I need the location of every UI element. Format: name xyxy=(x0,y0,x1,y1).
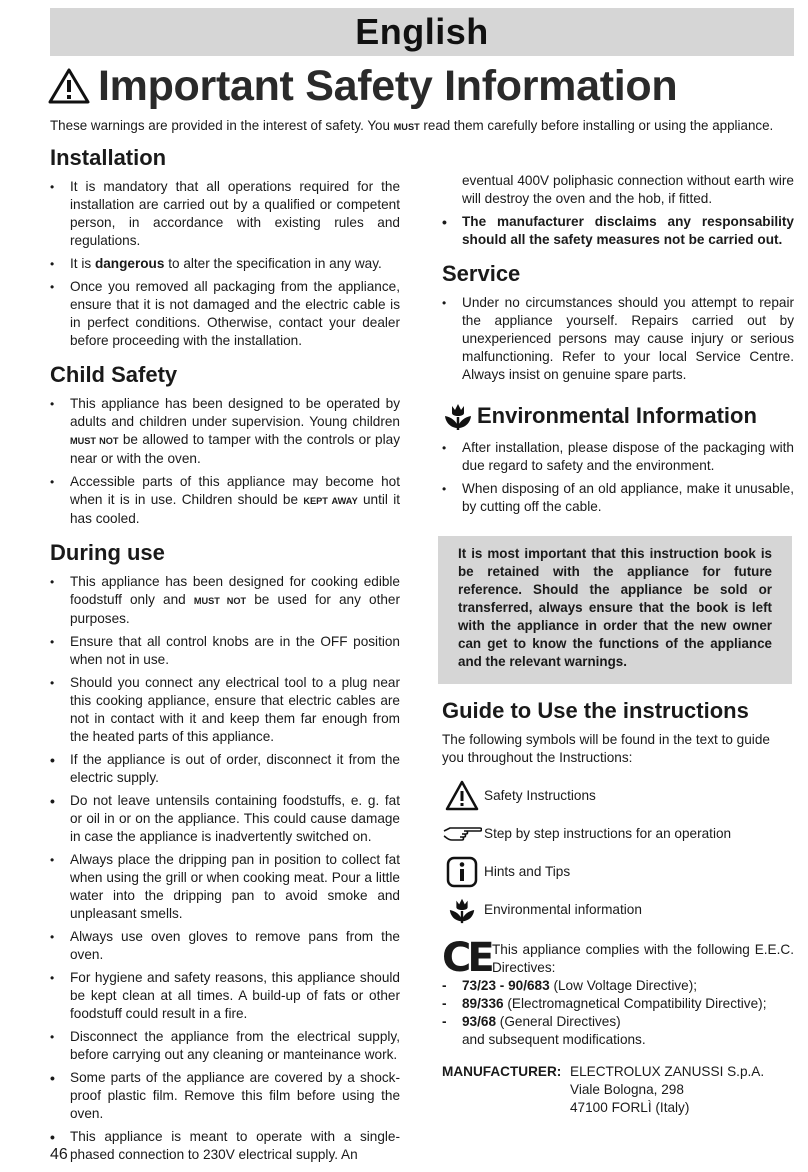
list-item: • Always place the dripping pan in position to collect fat when using the grill or when cooking meat. Pour a little water into the dripping pan to avoid smoke and unpleasant smells. xyxy=(50,851,400,923)
left-column xyxy=(50,145,400,1172)
environment-heading: Environmental Information xyxy=(477,403,757,428)
environment-section xyxy=(442,400,794,516)
page-title-text: Important Safety Information xyxy=(98,61,678,110)
symbol-label: Hints and Tips xyxy=(484,864,571,879)
guide-section xyxy=(442,698,794,1117)
right-column xyxy=(442,172,794,1129)
installation-heading: Installation xyxy=(50,145,167,170)
directive-item: - 93/68 (General Directives) xyxy=(442,1014,621,1029)
list-item: • It is mandatory that all operations required for the installation are carried out by a qualified or competent person, in accordance with existing rules and regulations. xyxy=(50,178,400,250)
symbol-row xyxy=(442,891,794,929)
symbol-label: Environmental information xyxy=(484,902,642,917)
list-item: • For hygiene and safety reasons, this appliance should be kept clean at all times. A build-up of fats or other foodstuff could result in a fire. xyxy=(50,969,400,1023)
list-item: • It is dangerous to alter the specification in any way. xyxy=(50,255,400,273)
guide-heading: Guide to Use the instructions xyxy=(442,698,749,723)
service-heading: Service xyxy=(442,261,521,286)
directive-item: - 73/23 - 90/683 (Low Voltage Directive); xyxy=(442,978,698,993)
disclaimer-item: • The manufacturer disclaims any responsability should all the safety measures not be carried out. xyxy=(442,213,794,249)
list-item: • Once you removed all packaging from the appliance, ensure that it is not damaged and the electric cable is in perfect conditions. Otherwise, contact your dealer before proceeding with the installation. xyxy=(50,278,400,350)
warning-icon xyxy=(445,780,479,812)
list-item: • This appliance is meant to operate with a single-phased connection to 230V electrical supply. An xyxy=(50,1128,400,1164)
list-item: • Ensure that all control knobs are in the OFF position when not in use. xyxy=(50,633,400,669)
intro-text: These warnings are provided in the interest of safety. You MUST read them carefully before installing or using the appliance. xyxy=(50,118,774,133)
list-item: • Do not leave untensils containing foodstuffs, e. g. fat or oil in or on the appliance. This could cause damage in case the appliance is inadvertently switched on. xyxy=(50,792,400,846)
during-use-heading: During use xyxy=(50,540,165,565)
directive-item: - 89/336 (Electromagnetical Compatibility Directive); xyxy=(442,996,767,1011)
list-item: • Under no circumstances should you attempt to repair the appliance yourself. Repairs carried out by unexperienced persons may cause injury or serious malfunctioning. Refer to your local Service Centre. Always insist on genuine spare parts. xyxy=(442,294,794,384)
info-icon xyxy=(446,856,478,888)
manufacturer-block xyxy=(442,1063,794,1117)
list-item: • When disposing of an old appliance, make it unusable, by cutting off the cable. xyxy=(442,480,794,516)
symbol-row xyxy=(442,853,794,891)
guide-intro: The following symbols will be found in the text to guide you throughout the Instructions: xyxy=(442,732,770,765)
symbol-label: Safety Instructions xyxy=(484,788,596,803)
compliance-text: This appliance complies with the following E.E.C. Directives: xyxy=(491,942,794,975)
list-item: • Some parts of the appliance are covered by a shock-proof plastic film. Remove this film before using the oven. xyxy=(50,1069,400,1123)
list-item: • Accessible parts of this appliance may become hot when it is in use. Children should be KEPT AWAY until it has cooled. xyxy=(50,473,400,528)
child-safety-heading: Child Safety xyxy=(50,362,178,387)
list-item: • After installation, please dispose of the packaging with due regard to safety and the environment. xyxy=(442,439,794,475)
symbol-label: Step by step instructions for an operation xyxy=(484,826,732,841)
directive-footer: and subsequent modifications. xyxy=(462,1032,646,1047)
environment-heading-row xyxy=(442,400,794,432)
symbol-row xyxy=(442,815,794,853)
list-item: • This appliance has been designed to be operated by adults and children under supervision. Young children MUST NOT be allowed to tamper with the controls or play near or with the oven. xyxy=(50,395,400,468)
page-title xyxy=(48,60,677,112)
service-section xyxy=(442,261,794,384)
list-item: • Disconnect the appliance from the electrical supply, before carrying out any cleaning or manteinance work. xyxy=(50,1028,400,1064)
language-label: English xyxy=(355,11,489,52)
list-item: • This appliance has been designed for cooking edible foodstuff only and MUST NOT be used for any other purposes. xyxy=(50,573,400,628)
manufacturer-label: MANUFACTURER: xyxy=(442,1064,562,1079)
list-item: • Should you connect any electrical tool to a plug near this cooking appliance, ensure that electric cables are not in contact with it and keep them far enough from the heated parts of this appliance. xyxy=(50,674,400,746)
retain-notice-box: It is most important that this instruction book is be retained with the appliance for future reference. Should the appliance be sold or transferred, always ensure that the book is left with the appliance in order that the new owner can get to know the functions of the appliance and the relevant warnings. xyxy=(438,536,792,684)
list-item: • Always use oven gloves to remove pans from the oven. xyxy=(50,928,400,964)
language-banner xyxy=(50,8,794,56)
symbol-row xyxy=(442,777,794,815)
child-safety-section xyxy=(50,362,400,528)
page-number: 46 xyxy=(50,1146,68,1163)
pointing-hand-icon xyxy=(442,823,482,845)
during-use-continuation: eventual 400V poliphasic connection without earth wire will destroy the oven and the hob, if fitted. xyxy=(462,173,794,206)
manufacturer-address: ELECTROLUX ZANUSSI S.p.A. Viale Bologna, 298 47100 FORLÌ (Italy) xyxy=(570,1064,765,1115)
ce-compliance xyxy=(442,935,794,981)
flower-icon xyxy=(442,400,474,432)
warning-icon xyxy=(48,67,90,105)
list-item: • If the appliance is out of order, disconnect it from the electric supply. xyxy=(50,751,400,787)
ce-logo: CE xyxy=(442,935,491,981)
flower-icon xyxy=(447,895,477,925)
during-use-section xyxy=(50,540,400,1164)
installation-section xyxy=(50,145,400,350)
